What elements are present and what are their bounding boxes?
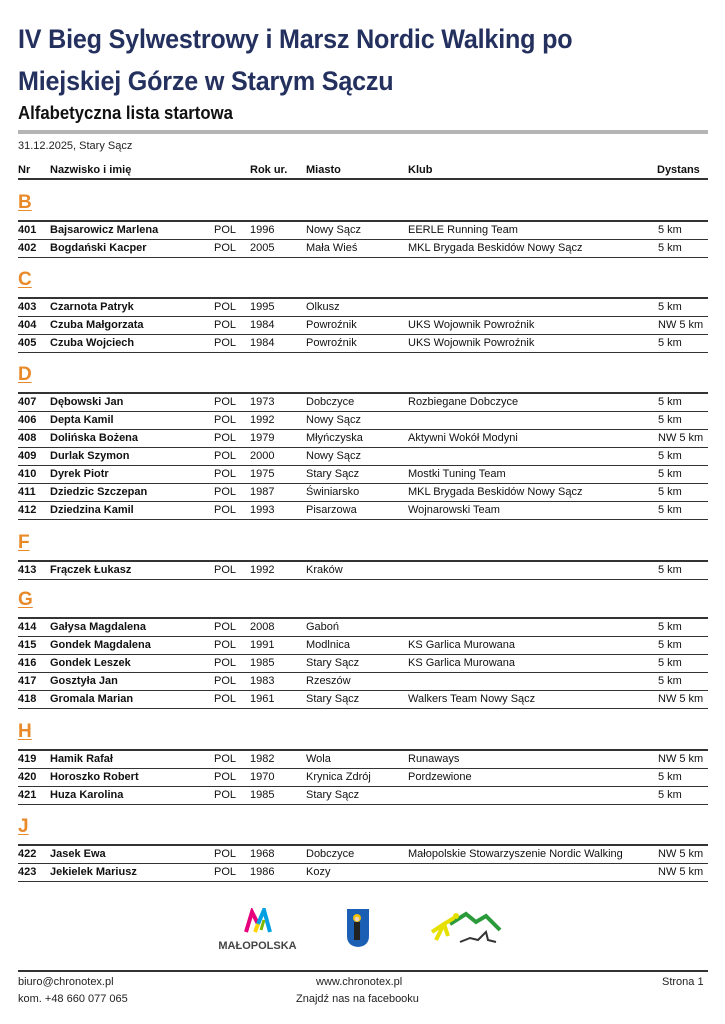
subtitle: Alfabetyczna lista startowa — [18, 103, 233, 123]
participant-name: Durlak Szymon — [50, 449, 130, 462]
participant-name: Depta Kamil — [50, 413, 114, 426]
start-number: 403 — [18, 300, 37, 313]
section-letter: H — [18, 721, 32, 742]
participant-name: Gondek Magdalena — [50, 638, 151, 651]
birth-year: 1984 — [250, 318, 275, 331]
birth-year: 1987 — [250, 485, 275, 498]
runners-logo — [430, 910, 502, 953]
club: Rozbiegane Dobczyce — [408, 395, 519, 408]
table-row — [18, 317, 708, 335]
participant-name: Frączek Łukasz — [50, 563, 132, 576]
start-number: 415 — [18, 638, 37, 651]
distance: 5 km — [658, 788, 682, 801]
birth-year: 1970 — [250, 770, 275, 783]
nationality: POL — [214, 638, 237, 651]
birth-year: 1968 — [250, 847, 275, 860]
col-header-city: Miasto — [306, 164, 341, 176]
start-number: 417 — [18, 674, 37, 687]
club: Mostki Tuning Team — [408, 467, 506, 480]
birth-year: 1985 — [250, 656, 275, 669]
nationality: POL — [214, 563, 237, 576]
table-row — [18, 637, 708, 655]
distance: 5 km — [658, 563, 682, 576]
city: Stary Sącz — [306, 656, 360, 669]
birth-year: 2005 — [250, 241, 275, 254]
start-number: 404 — [18, 318, 37, 331]
birth-year: 1983 — [250, 674, 275, 687]
distance: 5 km — [658, 770, 682, 783]
start-number: 410 — [18, 467, 37, 480]
section-letter: B — [18, 192, 32, 213]
table-row — [18, 430, 708, 448]
participant-name: Gondek Leszek — [50, 656, 131, 669]
participant-name: Bogdański Kacper — [50, 241, 147, 254]
participant-name: Jasek Ewa — [50, 847, 106, 860]
club: MKL Brygada Beskidów Nowy Sącz — [408, 485, 583, 498]
distance: 5 km — [658, 300, 682, 313]
club: KS Garlica Murowana — [408, 638, 515, 651]
participant-name: Gałysa Magdalena — [50, 620, 146, 633]
participant-name: Dziedzic Szczepan — [50, 485, 148, 498]
distance: NW 5 km — [658, 865, 704, 878]
city: Pisarzowa — [306, 503, 357, 516]
participant-name: Gosztyła Jan — [50, 674, 118, 687]
table-row — [18, 562, 708, 580]
start-number: 420 — [18, 770, 37, 783]
distance: 5 km — [658, 674, 682, 687]
start-number: 418 — [18, 692, 37, 705]
start-number: 414 — [18, 620, 37, 633]
nationality: POL — [214, 223, 237, 236]
start-number: 405 — [18, 336, 37, 349]
start-number: 409 — [18, 449, 37, 462]
table-row — [18, 299, 708, 317]
city: Stary Sącz — [306, 692, 360, 705]
club: UKS Wojownik Powroźnik — [408, 318, 535, 331]
title-line-1: IV Bieg Sylwestrowy i Marsz Nordic Walking po — [18, 24, 573, 54]
city: Rzeszów — [306, 674, 351, 687]
start-number: 413 — [18, 563, 37, 576]
distance: 5 km — [658, 449, 682, 462]
section-letter: C — [18, 269, 32, 290]
col-header-nr: Nr — [18, 164, 31, 176]
start-number: 408 — [18, 431, 37, 444]
participant-name: Czuba Małgorzata — [50, 318, 144, 331]
divider — [18, 130, 708, 134]
nationality: POL — [214, 503, 237, 516]
date-place: 31.12.2025, Stary Sącz — [18, 140, 133, 152]
table-row — [18, 673, 708, 691]
birth-year: 1985 — [250, 788, 275, 801]
sponsor-logos — [0, 908, 725, 958]
table-row — [18, 691, 708, 709]
participant-name: Bajsarowicz Marlena — [50, 223, 159, 236]
table-row — [18, 448, 708, 466]
participant-name: Huza Karolina — [50, 788, 124, 801]
city: Powroźnik — [306, 318, 357, 331]
nationality: POL — [214, 485, 237, 498]
city: Kozy — [306, 865, 331, 878]
table-row — [18, 864, 708, 882]
birth-year: 1984 — [250, 336, 275, 349]
footer-email[interactable]: biuro@chronotex.pl — [18, 976, 114, 988]
nationality: POL — [214, 467, 237, 480]
participant-name: Dębowski Jan — [50, 395, 124, 408]
city: Olkusz — [306, 300, 340, 313]
distance: 5 km — [658, 413, 682, 426]
header-rule — [18, 178, 708, 180]
birth-year: 1982 — [250, 752, 275, 765]
footer-rule — [18, 970, 708, 972]
nationality: POL — [214, 752, 237, 765]
start-number: 401 — [18, 223, 37, 236]
nationality: POL — [214, 336, 237, 349]
club: Pordzewione — [408, 770, 472, 783]
runner-mountains-icon — [430, 910, 502, 948]
coat-of-arms-logo — [346, 908, 370, 953]
table-row — [18, 502, 708, 520]
club: UKS Wojownik Powroźnik — [408, 336, 535, 349]
participant-name: Jekielek Mariusz — [50, 865, 137, 878]
city: Wola — [306, 752, 331, 765]
participant-name: Dziedzina Kamil — [50, 503, 134, 516]
nationality: POL — [214, 300, 237, 313]
nationality: POL — [214, 674, 237, 687]
distance: 5 km — [658, 395, 682, 408]
participant-name: Czarnota Patryk — [50, 300, 134, 313]
birth-year: 2000 — [250, 449, 275, 462]
birth-year: 1991 — [250, 638, 275, 651]
start-number: 422 — [18, 847, 37, 860]
nationality: POL — [214, 770, 237, 783]
malopolska-m-icon — [243, 908, 273, 934]
section-j — [18, 814, 708, 882]
section-h — [18, 719, 708, 805]
distance: NW 5 km — [658, 752, 704, 765]
distance: 5 km — [658, 336, 682, 349]
table-row — [18, 769, 708, 787]
birth-year: 1961 — [250, 692, 275, 705]
section-letter: F — [18, 532, 30, 553]
participant-name: Gromala Marian — [50, 692, 134, 705]
club: EERLE Running Team — [408, 223, 518, 236]
footer-website[interactable]: www.chronotex.pl — [316, 976, 403, 988]
participant-name: Horoszko Robert — [50, 770, 139, 783]
nationality: POL — [214, 656, 237, 669]
city: Mała Wieś — [306, 241, 358, 254]
title-line-2: Miejskiej Górze w Starym Sączu — [18, 66, 394, 96]
club: MKL Brygada Beskidów Nowy Sącz — [408, 241, 583, 254]
document-title — [18, 18, 669, 102]
nationality: POL — [214, 395, 237, 408]
nationality: POL — [214, 431, 237, 444]
table-row — [18, 466, 708, 484]
nationality: POL — [214, 413, 237, 426]
city: Dobczyce — [306, 847, 355, 860]
malopolska-label: MAŁOPOLSKA — [218, 940, 297, 952]
city: Młyńczyska — [306, 431, 363, 444]
club: Aktywni Wokół Modyni — [408, 431, 518, 444]
page-number: Strona 1 — [662, 976, 704, 988]
section-letter: D — [18, 364, 32, 385]
nationality: POL — [214, 692, 237, 705]
table-row — [18, 335, 708, 353]
section-f — [18, 530, 708, 580]
start-number: 406 — [18, 413, 37, 426]
distance: NW 5 km — [658, 318, 704, 331]
distance: NW 5 km — [658, 847, 704, 860]
footer-facebook[interactable]: Znajdź nas na facebooku — [296, 993, 419, 1005]
city: Krynica Zdrój — [306, 770, 371, 783]
city: Dobczyce — [306, 395, 355, 408]
table-row — [18, 222, 708, 240]
nationality: POL — [214, 241, 237, 254]
section-letter: G — [18, 589, 33, 610]
city: Stary Sącz — [306, 467, 360, 480]
city: Stary Sącz — [306, 788, 360, 801]
distance: 5 km — [658, 223, 682, 236]
distance: 5 km — [658, 241, 682, 254]
distance: 5 km — [658, 485, 682, 498]
nationality: POL — [214, 449, 237, 462]
birth-year: 1992 — [250, 563, 275, 576]
col-header-year: Rok ur. — [250, 164, 288, 176]
birth-year: 2008 — [250, 620, 275, 633]
start-number: 423 — [18, 865, 37, 878]
nationality: POL — [214, 865, 237, 878]
distance: 5 km — [658, 503, 682, 516]
distance: NW 5 km — [658, 692, 704, 705]
table-row — [18, 484, 708, 502]
participant-name: Czuba Wojciech — [50, 336, 135, 349]
birth-year: 1979 — [250, 431, 275, 444]
table-row — [18, 751, 708, 769]
nationality: POL — [214, 620, 237, 633]
start-number: 412 — [18, 503, 37, 516]
city: Modlnica — [306, 638, 351, 651]
birth-year: 1996 — [250, 223, 275, 236]
city: Nowy Sącz — [306, 223, 362, 236]
participant-name: Hamik Rafał — [50, 752, 113, 765]
footer-phone: kom. +48 660 077 065 — [18, 993, 128, 1005]
start-number: 421 — [18, 788, 37, 801]
city: Świniarsko — [306, 485, 360, 498]
table-row — [18, 787, 708, 805]
city: Kraków — [306, 563, 343, 576]
club: Małopolskie Stowarzyszenie Nordic Walking — [408, 847, 623, 860]
city: Nowy Sącz — [306, 413, 362, 426]
table-row — [18, 619, 708, 637]
birth-year: 1973 — [250, 395, 275, 408]
participant-name: Dolińska Bożena — [50, 431, 139, 444]
section-b — [18, 190, 708, 258]
city: Powroźnik — [306, 336, 357, 349]
col-header-club: Klub — [408, 164, 433, 176]
start-number: 411 — [18, 485, 36, 498]
distance: 5 km — [658, 620, 682, 633]
coat-of-arms-icon — [346, 908, 370, 948]
distance: 5 km — [658, 638, 682, 651]
section-g — [18, 587, 708, 709]
club: KS Garlica Murowana — [408, 656, 515, 669]
distance: 5 km — [658, 656, 682, 669]
birth-year: 1992 — [250, 413, 275, 426]
city: Gaboń — [306, 620, 340, 633]
col-header-distance: Dystans — [657, 164, 700, 176]
distance: 5 km — [658, 467, 682, 480]
start-number: 407 — [18, 395, 37, 408]
birth-year: 1993 — [250, 503, 275, 516]
start-number: 419 — [18, 752, 37, 765]
malopolska-logo — [215, 908, 300, 953]
table-row — [18, 240, 708, 258]
city: Nowy Sącz — [306, 449, 362, 462]
club: Wojnarowski Team — [408, 503, 500, 516]
distance: NW 5 km — [658, 431, 704, 444]
start-number: 416 — [18, 656, 37, 669]
nationality: POL — [214, 318, 237, 331]
nationality: POL — [214, 847, 237, 860]
start-number: 402 — [18, 241, 37, 254]
table-row — [18, 394, 708, 412]
table-row — [18, 846, 708, 864]
table-row — [18, 655, 708, 673]
table-row — [18, 412, 708, 430]
birth-year: 1975 — [250, 467, 275, 480]
participant-name: Dyrek Piotr — [50, 467, 109, 480]
section-letter: J — [18, 816, 29, 837]
section-d — [18, 362, 708, 520]
nationality: POL — [214, 788, 237, 801]
club: Walkers Team Nowy Sącz — [408, 692, 536, 705]
birth-year: 1986 — [250, 865, 275, 878]
birth-year: 1995 — [250, 300, 275, 313]
section-c — [18, 267, 708, 353]
col-header-name: Nazwisko i imię — [50, 164, 132, 176]
club: Runaways — [408, 752, 460, 765]
